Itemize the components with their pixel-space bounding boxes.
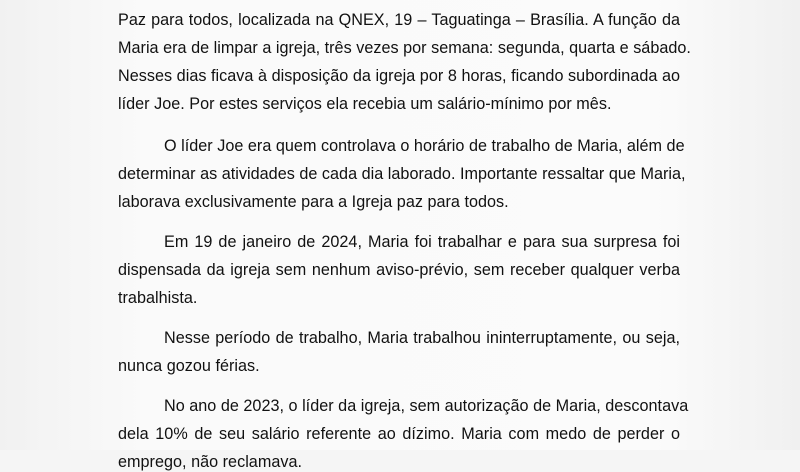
paragraph-3-line-2: dispensada da igreja sem nenhum aviso-prévio, sem receber qualquer verba xyxy=(118,261,680,279)
paragraph-3-line-3: trabalhista. xyxy=(118,289,198,307)
paragraph-1-line-3: Nesses dias ficava à disposição da igreja por 8 horas, ficando subordinada ao xyxy=(118,67,680,85)
paragraph-1-line-1: Paz para todos, localizada na QNEX, 19 – Taguatinga – Brasília. A função da xyxy=(118,11,680,29)
paragraph-5-line-3: emprego, não reclamava. xyxy=(118,453,303,471)
paragraph-3-line-1: Em 19 de janeiro de 2024, Maria foi trabalhar e para sua surpresa foi xyxy=(164,233,680,251)
paragraph-4-line-1: Nesse período de trabalho, Maria trabalhou ininterruptamente, ou seja, xyxy=(164,329,680,347)
paragraph-4-line-2: nunca gozou férias. xyxy=(118,357,260,375)
paragraph-5-line-2: dela 10% de seu salário referente ao dízimo. Maria com medo de perder o xyxy=(118,425,680,443)
paragraph-2-line-2: determinar as atividades de cada dia laborado. Importante ressaltar que Maria, xyxy=(118,165,686,183)
paragraph-2-line-1: O líder Joe era quem controlava o horário de trabalho de Maria, além de xyxy=(164,137,685,155)
paragraph-5-line-1: No ano de 2023, o líder da igreja, sem autorização de Maria, descontava xyxy=(164,397,689,415)
paragraph-2-line-3: laborava exclusivamente para a Igreja paz para todos. xyxy=(118,193,509,211)
paragraph-1-line-2: Maria era de limpar a igreja, três vezes por semana: segunda, quarta e sábado. xyxy=(118,39,691,57)
paragraph-1-line-4: líder Joe. Por estes serviços ela recebia um salário-mínimo por mês. xyxy=(118,95,612,113)
